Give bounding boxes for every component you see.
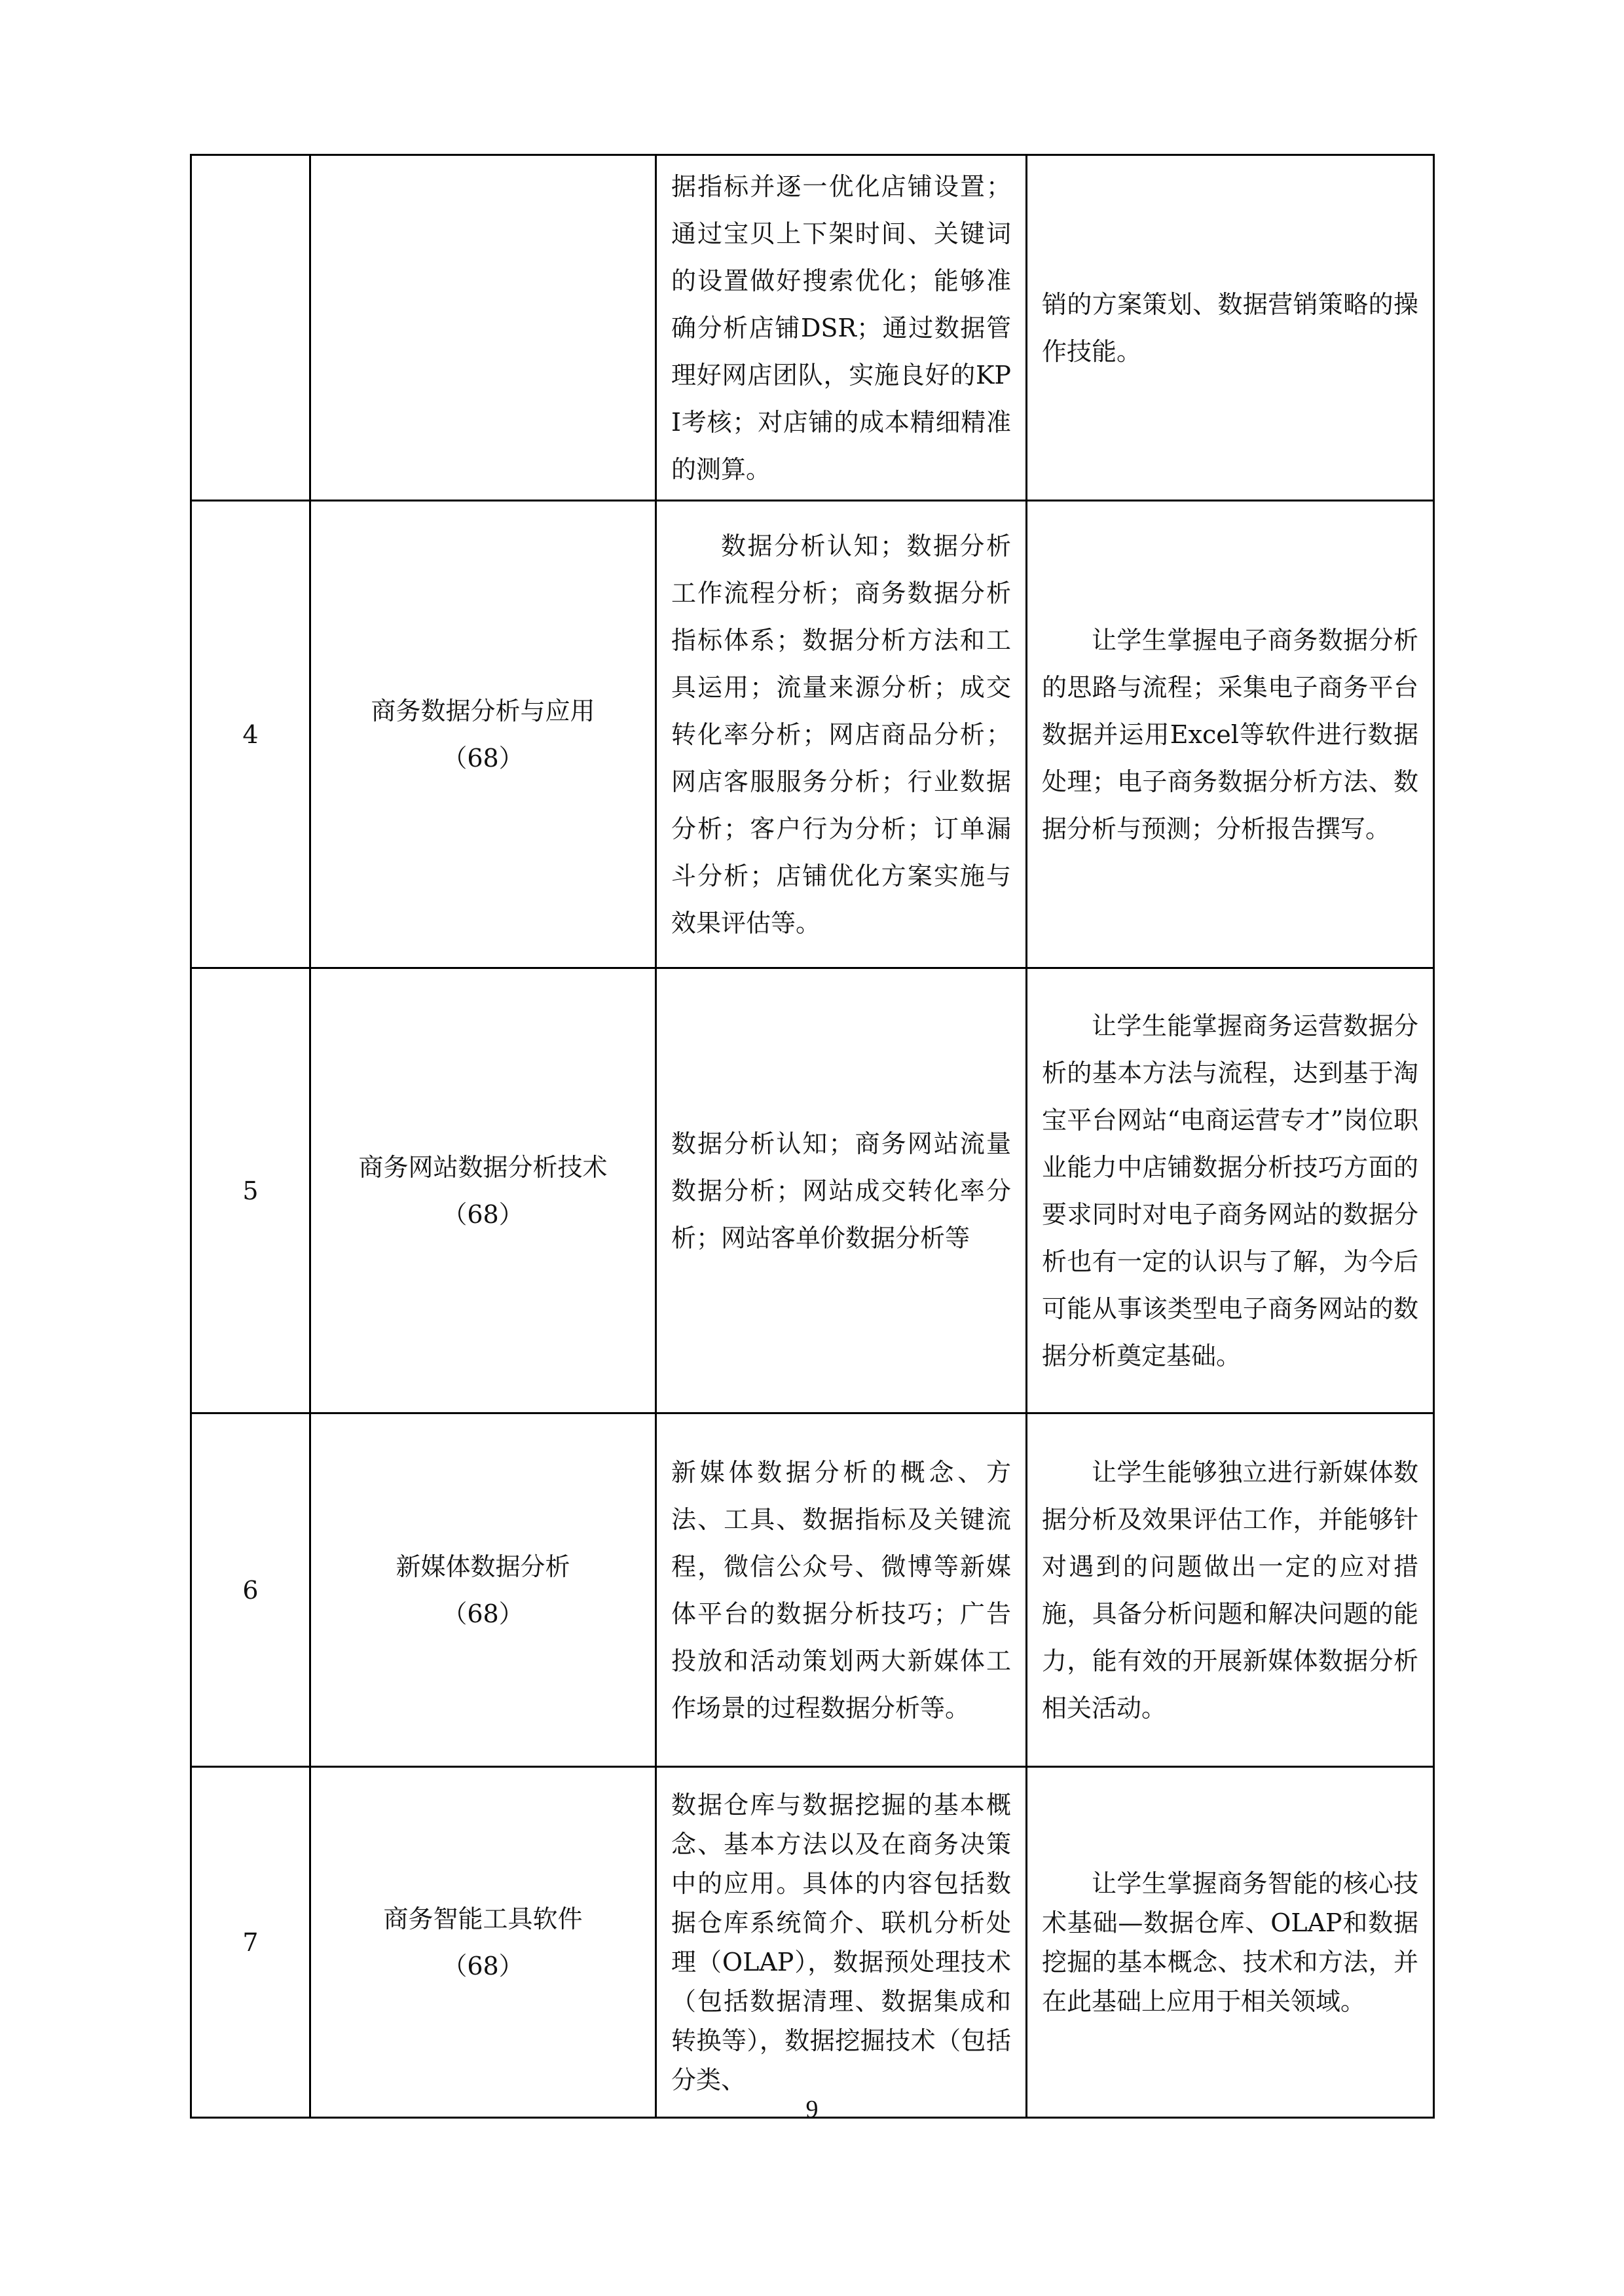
course-content-cell: 数据分析认知；商务网站流量数据分析；网站成交转化率分析；网站客单价数据分析等 <box>656 968 1027 1413</box>
table-row <box>191 1767 1434 2118</box>
course-number-cell <box>191 155 310 501</box>
course-name-cell <box>310 968 656 1413</box>
course-name: 新媒体数据分析 <box>396 1552 570 1581</box>
course-hours: （68） <box>442 743 524 773</box>
course-name: 商务网站数据分析技术 <box>358 1152 608 1182</box>
table-row <box>191 1413 1434 1767</box>
course-number-cell: 6 <box>191 1413 310 1767</box>
course-name-cell <box>310 155 656 501</box>
course-content-cell: 新媒体数据分析的概念、方法、工具、数据指标及关键流程，微信公众号、微博等新媒体平台的数据分析技巧；广告投放和活动策划两大新媒体工作场景的过程数据分析等。 <box>656 1413 1027 1767</box>
course-table <box>190 154 1435 2119</box>
course-goal-cell: 销的方案策划、数据营销策略的操作技能。 <box>1027 155 1434 501</box>
course-content-cell: 据指标并逐一优化店铺设置；通过宝贝上下架时间、关键词的设置做好搜索优化；能够准确分析店铺DSR；通过数据管理好网店团队，实施良好的KPI考核；对店铺的成本精细精准的测算。 <box>656 155 1027 501</box>
course-hours: （68） <box>442 1199 524 1229</box>
course-number-cell: 5 <box>191 968 310 1413</box>
course-name: 商务智能工具软件 <box>383 1904 583 1933</box>
course-name-cell <box>310 1413 656 1767</box>
course-name-cell <box>310 1767 656 2118</box>
course-name: 商务数据分析与应用 <box>371 696 595 725</box>
course-goal-cell: 让学生能够独立进行新媒体数据分析及效果评估工作，并能够针对遇到的问题做出一定的应对措施，具备分析问题和解决问题的能力，能有效的开展新媒体数据分析相关活动。 <box>1027 1413 1434 1767</box>
course-number-cell: 4 <box>191 501 310 968</box>
course-content-cell: 数据仓库与数据挖掘的基本概念、基本方法以及在商务决策中的应用。具体的内容包括数据仓库系统简介、联机分析处理（OLAP），数据预处理技术（包括数据清理、数据集成和转换等），数据挖掘技术（包括分类、 <box>656 1767 1027 2118</box>
course-goal-cell: 让学生掌握商务智能的核心技术基础—数据仓库、OLAP和数据挖掘的基本概念、技术和方法，并在此基础上应用于相关领域。 <box>1027 1767 1434 2118</box>
table-row <box>191 968 1434 1413</box>
table-row <box>191 155 1434 501</box>
course-name-cell <box>310 501 656 968</box>
course-hours: （68） <box>442 1951 524 1980</box>
course-goal-cell: 让学生能掌握商务运营数据分析的基本方法与流程，达到基于淘宝平台网站“电商运营专才”岗位职业能力中店铺数据分析技巧方面的要求同时对电子商务网站的数据分析也有一定的认识与了解，为今后可能从事该类型电子商务网站的数据分析奠定基础。 <box>1027 968 1434 1413</box>
table-row <box>191 501 1434 968</box>
page-number: 9 <box>805 2096 819 2123</box>
course-goal-cell: 让学生掌握电子商务数据分析的思路与流程；采集电子商务平台数据并运用Excel等软件进行数据处理；电子商务数据分析方法、数据分析与预测；分析报告撰写。 <box>1027 501 1434 968</box>
course-number-cell: 7 <box>191 1767 310 2118</box>
course-hours: （68） <box>442 1599 524 1628</box>
course-content-cell: 数据分析认知；数据分析工作流程分析；商务数据分析指标体系；数据分析方法和工具运用；流量来源分析；成交转化率分析；网店商品分析；网店客服服务分析；行业数据分析；客户行为分析；订单漏斗分析；店铺优化方案实施与效果评估等。 <box>656 501 1027 968</box>
